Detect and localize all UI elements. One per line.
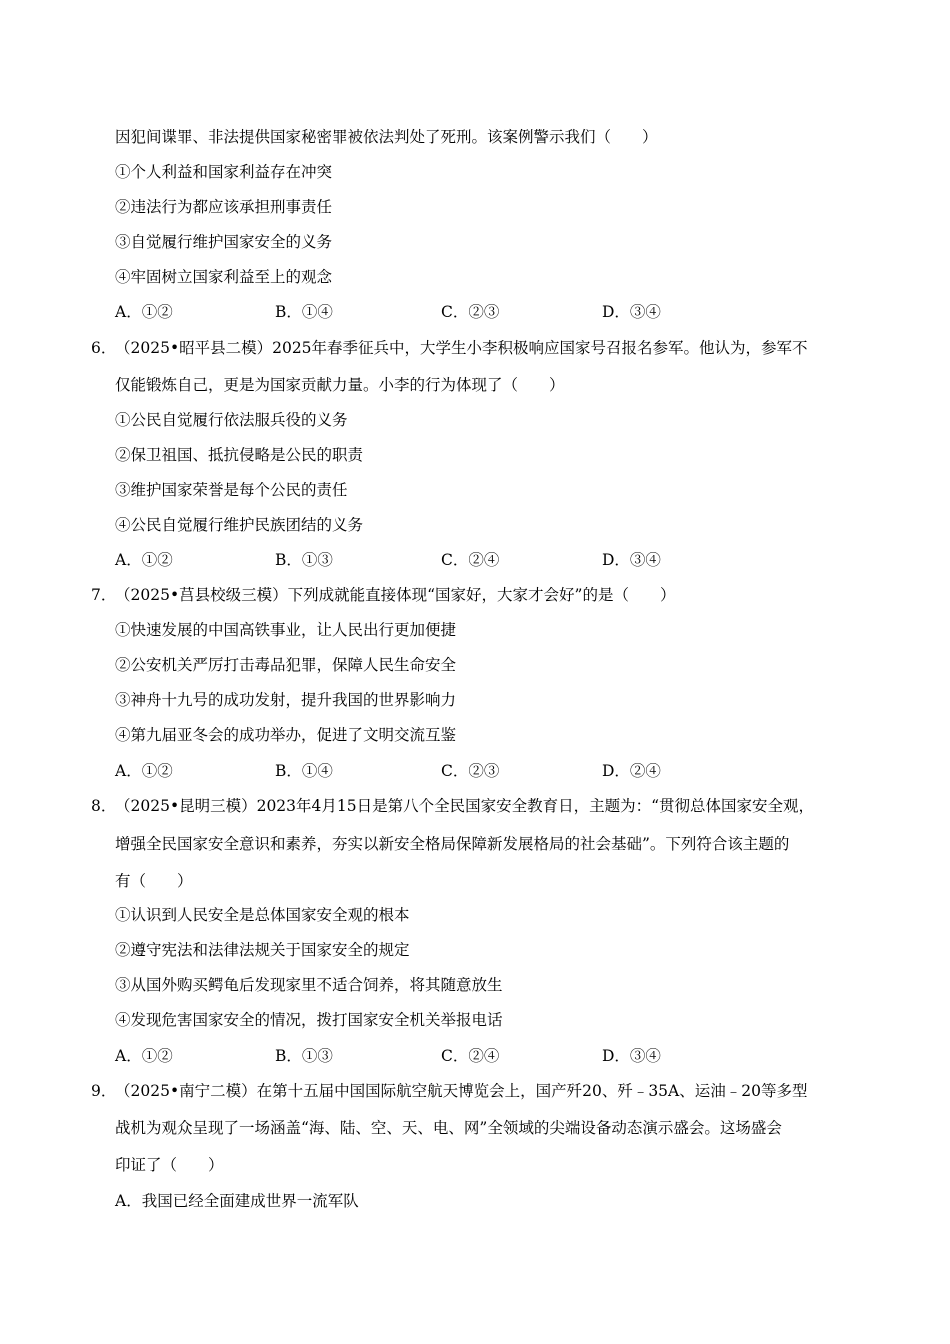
q9-number: 9． — [91, 1082, 117, 1100]
q8-item-1: ①认识到人民安全是总体国家安全观的根本 — [115, 906, 410, 924]
q6-options — [115, 550, 835, 570]
q6-stem-line-2: 仅能锻炼自己，更是为国家贡献力量。小李的行为体现了（ ） — [115, 376, 565, 394]
q5-options — [115, 302, 835, 322]
q7-option-a[interactable]: A．①② — [115, 762, 173, 780]
q6-option-d[interactable]: D．③④ — [602, 551, 661, 569]
q6-stem-line-1 — [91, 338, 808, 358]
q5-option-a[interactable]: A．①② — [115, 303, 173, 321]
q6-number: 6． — [91, 339, 117, 357]
q7-option-d[interactable]: D．②④ — [602, 762, 661, 780]
q7-stem-line-1 — [91, 585, 675, 605]
q8-item-3: ③从国外购买鳄龟后发现家里不适合饲养，将其随意放生 — [115, 976, 503, 994]
q8-stem-text-1: （2025•昆明三模）2023年4月15日是第八个全民国家安全教育日，主题为：“贯彻总体国家安全观， — [115, 797, 815, 815]
q7-item-3: ③神舟十九号的成功发射，提升我国的世界影响力 — [115, 691, 457, 709]
q6-item-3: ③维护国家荣誉是每个公民的责任 — [115, 481, 348, 499]
q8-stem-line-2: 增强全民国家安全意识和素养，夯实以新安全格局保障新发展格局的社会基础”。下列符合该主题的 — [115, 835, 790, 853]
q8-options — [115, 1046, 835, 1066]
q7-option-b[interactable]: B．①④ — [275, 762, 333, 780]
q6-stem-text-1: （2025•昭平县二模）2025年春季征兵中，大学生小李积极响应国家号召报名参军。他认为，参军不 — [115, 339, 808, 357]
q5-item-3: ③自觉履行维护国家安全的义务 — [115, 233, 333, 251]
q8-option-a[interactable]: A．①② — [115, 1047, 173, 1065]
q8-item-2: ②遵守宪法和法律法规关于国家安全的规定 — [115, 941, 410, 959]
q8-number: 8． — [91, 797, 117, 815]
q8-option-d[interactable]: D．③④ — [602, 1047, 661, 1065]
q9-stem-text-1: （2025•南宁二模）在第十五届中国国际航空航天博览会上，国产歼20、歼﹣35A、运油﹣20等多型 — [115, 1082, 808, 1100]
q7-number: 7． — [91, 586, 117, 604]
q9-option-a[interactable]: A．我国已经全面建成世界一流军队 — [115, 1192, 359, 1210]
q8-item-4: ④发现危害国家安全的情况，拨打国家安全机关举报电话 — [115, 1011, 503, 1029]
q9-stem-line-3: 印证了（ ） — [115, 1156, 224, 1174]
q8-stem-line-3: 有（ ） — [115, 872, 193, 890]
q8-stem-line-1 — [91, 796, 814, 816]
q9-stem-line-2: 战机为观众呈现了一场涵盖“海、陆、空、天、电、网”全领域的尖端设备动态演示盛会。这场盛会 — [115, 1119, 782, 1137]
q6-option-a[interactable]: A．①② — [115, 551, 173, 569]
q5-option-b[interactable]: B．①④ — [275, 303, 333, 321]
q7-options — [115, 761, 835, 781]
q5-option-d[interactable]: D．③④ — [602, 303, 661, 321]
q6-option-b[interactable]: B．①③ — [275, 551, 333, 569]
q9-stem-line-1 — [91, 1081, 807, 1101]
q5-item-1: ①个人利益和国家利益存在冲突 — [115, 163, 333, 181]
q5-item-2: ②违法行为都应该承担刑事责任 — [115, 198, 333, 216]
q5-option-c[interactable]: C．②③ — [441, 303, 500, 321]
q6-option-c[interactable]: C．②④ — [441, 551, 500, 569]
q6-item-1: ①公民自觉履行依法服兵役的义务 — [115, 411, 348, 429]
q8-option-b[interactable]: B．①③ — [275, 1047, 333, 1065]
q5-stem-continued: 因犯间谍罪、非法提供国家秘密罪被依法判处了死刑。该案例警示我们（ ） — [115, 128, 658, 146]
q7-option-c[interactable]: C．②③ — [441, 762, 500, 780]
q6-item-4: ④公民自觉履行维护民族团结的义务 — [115, 516, 364, 534]
q7-item-1: ①快速发展的中国高铁事业，让人民出行更加便捷 — [115, 621, 457, 639]
q5-item-4: ④牢固树立国家利益至上的观念 — [115, 268, 333, 286]
q6-item-2: ②保卫祖国、抵抗侵略是公民的职责 — [115, 446, 364, 464]
q7-item-4: ④第九届亚冬会的成功举办，促进了文明交流互鉴 — [115, 726, 457, 744]
q8-option-c[interactable]: C．②④ — [441, 1047, 500, 1065]
q7-item-2: ②公安机关严厉打击毒品犯罪，保障人民生命安全 — [115, 656, 457, 674]
q7-stem-text-1: （2025•莒县校级三模）下列成就能直接体现“国家好，大家才会好”的是（ ） — [115, 586, 676, 604]
